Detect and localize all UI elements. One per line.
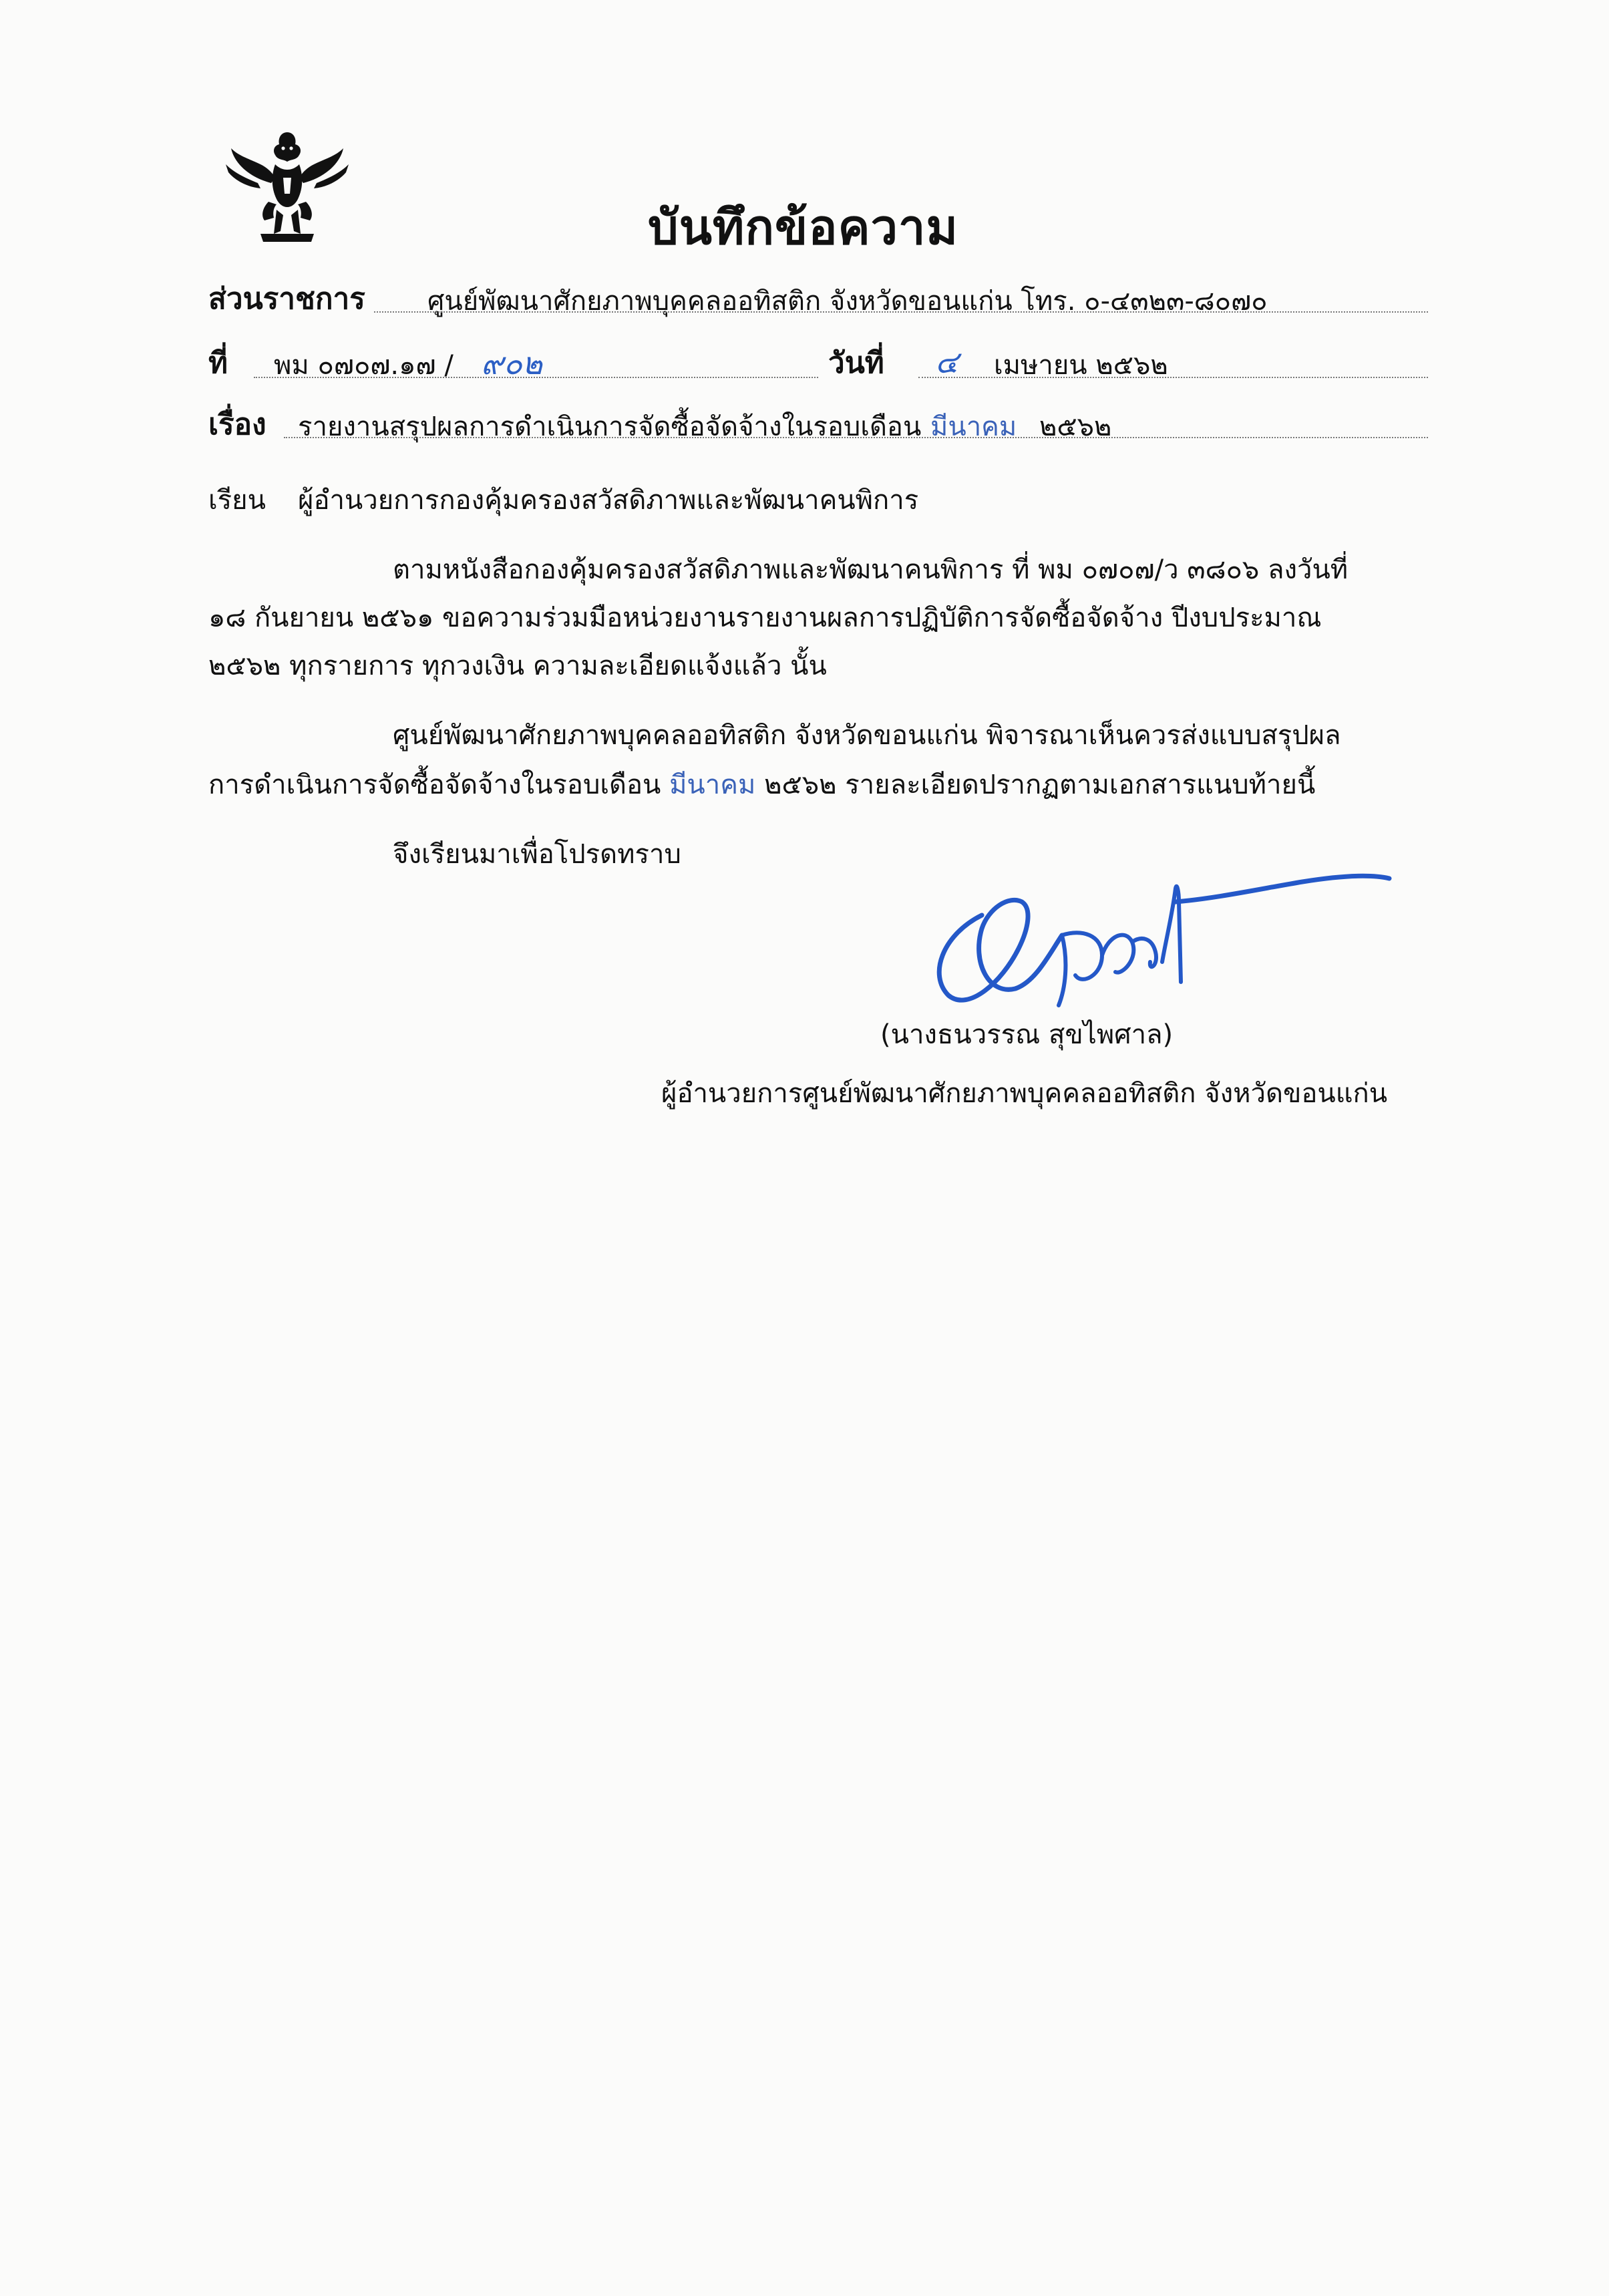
salutation-recipient: ผู้อำนวยการกองคุ้มครองสวัสดิภาพและพัฒนาคนพิการ bbox=[298, 485, 919, 516]
agency-label: ส่วนราชการ bbox=[208, 282, 365, 316]
reference-underline bbox=[254, 377, 818, 378]
subject-underline bbox=[284, 437, 1428, 438]
handwritten-signature bbox=[902, 862, 1396, 1025]
closing-line: จึงเรียนมาเพื่อโปรดทราบ bbox=[393, 839, 681, 870]
para2-month: มีนาคม bbox=[669, 770, 756, 800]
reference-label: ที่ bbox=[208, 346, 228, 380]
agency-underline bbox=[374, 311, 1428, 313]
para2-line2 bbox=[208, 763, 1315, 806]
date-month-year: เมษายน ๒๕๖๒ bbox=[994, 350, 1168, 381]
subject-month: มีนาคม bbox=[930, 412, 1017, 442]
document-title: บันทึกข้อความ bbox=[648, 199, 958, 255]
subject-label: เรื่อง bbox=[208, 407, 266, 442]
para1-line2: ๑๘ กันยายน ๒๕๖๑ ขอความร่วมมือหน่วยงานรายงานผลการปฏิบัติการจัดซื้อจัดจ้าง ปีงบประมาณ bbox=[208, 603, 1322, 633]
reference-prefix: พม ๐๗๐๗.๑๗ / bbox=[274, 350, 454, 381]
date-label: วันที่ bbox=[828, 346, 884, 380]
para1-line1: ตามหนังสือกองคุ้มครองสวัสดิภาพและพัฒนาคนพิการ ที่ พม ๐๗๐๗/ว ๓๘๐๖ ลงวันที่ bbox=[393, 554, 1349, 585]
agency-value: ศูนย์พัฒนาศักยภาพบุคคลออทิสติก จังหวัดขอนแก่น โทร. ๐-๔๓๒๓-๘๐๗๐ bbox=[427, 286, 1268, 317]
salutation-label: เรียน bbox=[208, 485, 266, 516]
para2-line2-text: การดำเนินการจัดซื้อจัดจ้างในรอบเดือน bbox=[208, 770, 661, 800]
garuda-emblem-icon bbox=[220, 124, 354, 249]
date-underline bbox=[918, 377, 1428, 378]
signatory-position: ผู้อำนวยการศูนย์พัฒนาศักยภาพบุคคลออทิสติก จังหวัดขอนแก่น bbox=[661, 1078, 1388, 1109]
subject-text: รายงานสรุปผลการดำเนินการจัดซื้อจัดจ้างในรอบเดือน bbox=[298, 412, 922, 442]
signatory-name: (นางธนวรรณ สุขไพศาล) bbox=[880, 1019, 1174, 1050]
date-day-handwritten: ๔ bbox=[935, 344, 958, 380]
para1-line3: ๒๕๖๒ ทุกรายการ ทุกวงเงิน ความละเอียดแจ้งแล้ว นั้น bbox=[208, 651, 827, 681]
reference-number-handwritten: ๙๐๒ bbox=[481, 345, 543, 381]
para2-line1: ศูนย์พัฒนาศักยภาพบุคคลออทิสติก จังหวัดขอนแก่น พิจารณาเห็นควรส่งแบบสรุปผล bbox=[393, 720, 1341, 751]
subject-year: ๒๕๖๒ bbox=[1039, 412, 1112, 442]
para2-line2-tail: ๒๕๖๒ รายละเอียดปรากฏตามเอกสารแนบท้ายนี้ bbox=[764, 770, 1316, 800]
